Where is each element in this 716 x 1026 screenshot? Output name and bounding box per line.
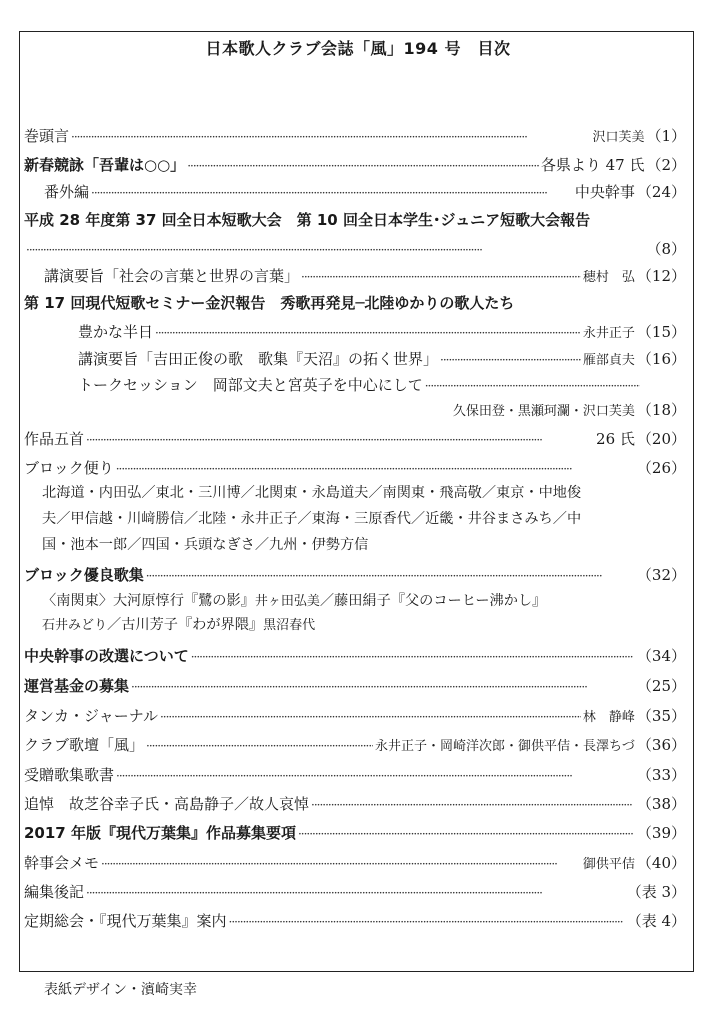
entry-title: 豊かな半日	[78, 323, 154, 341]
yuryo-author: 黒沼春代	[263, 618, 316, 633]
entry-page: （表 3）	[626, 883, 686, 901]
leader-dots	[298, 827, 633, 841]
entry-page: （20）	[636, 430, 686, 448]
toc-entry	[24, 822, 686, 843]
entry-title: トークセッション 岡部文夫と宮英子を中心にして	[78, 376, 423, 394]
leader-dots	[26, 243, 642, 257]
leader-dots	[146, 569, 633, 583]
leader-dots	[311, 798, 633, 812]
leader-dots	[301, 270, 581, 284]
block-list-line: 国・池本一郎／四国・兵頭なぎさ／九州・伊勢方信	[42, 537, 369, 553]
yuryo-text: ／藤田絹子『父のコーヒー沸かし』	[319, 593, 547, 609]
entry-page: （33）	[636, 766, 686, 784]
entry-page: （35）	[636, 707, 686, 725]
leader-dots	[131, 680, 633, 694]
entry-page: （36）	[636, 736, 686, 754]
entry-author: 御供平佶	[582, 857, 635, 872]
entry-page: （8）	[646, 240, 686, 258]
entry-page: （38）	[636, 795, 686, 813]
leader-dots	[160, 710, 581, 724]
toc-entry	[24, 705, 686, 726]
toc-entry	[24, 428, 686, 449]
leader-dots	[71, 130, 590, 144]
block-list-line: 北海道・内田弘／東北・三川博／北関東・永島道夫／南関東・飛高敬／東京・中地俊	[42, 485, 582, 501]
entry-title: タンカ・ジャーナル	[24, 707, 158, 725]
entry-title: 新春競詠「吾輩は○○」	[24, 156, 186, 174]
toc-entry	[24, 675, 686, 696]
leader-dots	[86, 886, 623, 900]
page-title: 日本歌人クラブ会誌「風」194 号 目次	[205, 39, 511, 58]
toc-entry	[24, 125, 686, 146]
entry-page: （表 4）	[626, 912, 686, 930]
entry-page: （12）	[636, 267, 686, 285]
entry-author: 雁部貞夫	[582, 353, 635, 368]
entry-author: 26 氏	[596, 430, 635, 448]
yuryo-line	[42, 588, 694, 615]
toc-entry	[24, 564, 686, 585]
entry-author: 各県より 47 氏	[540, 156, 645, 174]
toc-entry	[78, 348, 686, 369]
entry-title: ブロック優良歌集	[24, 566, 144, 584]
entry-page: （26）	[636, 459, 686, 477]
entry-author: 中央幹事	[574, 183, 635, 201]
entry-page: （15）	[636, 323, 686, 341]
entry-page: （2）	[646, 156, 686, 174]
entry-author: 永井正子	[582, 326, 635, 341]
toc-entry	[24, 734, 686, 755]
entry-title: 追悼 故芝谷幸子氏・高島静子／故人哀悼	[24, 795, 310, 813]
entry-title: 作品五首	[24, 430, 85, 448]
block-list-line: 夫／甲信越・川﨑勝信／北陸・永井正子／東海・三原香代／近畿・井谷まさみち／中	[42, 511, 582, 527]
entry-title: 巻頭言	[24, 127, 70, 145]
toc-entry	[78, 374, 642, 395]
entry-page: （1）	[646, 127, 686, 145]
toc-entry	[24, 645, 686, 666]
entry-page: （24）	[636, 183, 686, 201]
entry-page: （39）	[636, 824, 686, 842]
cover-design-credit: 表紙デザイン・濱崎実幸	[44, 982, 198, 998]
entry-title: 第 17 回現代短歌セミナー金沢報告 秀歌再発見─北陸ゆかりの歌人たち	[24, 294, 515, 312]
entry-page: （32）	[636, 566, 686, 584]
leader-dots	[187, 159, 539, 173]
entry-author: 久保田登・黒瀬珂瀾・沢口芙美	[452, 404, 635, 419]
toc-entry	[24, 852, 686, 873]
leader-dots	[91, 186, 573, 200]
entry-title: 番外編	[44, 183, 90, 201]
entry-author: 穂村 弘	[582, 270, 635, 285]
yuryo-text: ／古川芳子『わが界隈』	[107, 617, 264, 633]
entry-page: （16）	[636, 350, 686, 368]
entry-page: （18）	[636, 401, 686, 419]
leader-dots	[229, 915, 623, 929]
entry-author: 林 静峰	[582, 710, 635, 725]
entry-title: 平成 28 年度第 37 回全日本短歌大会 第 10 回全日本学生･ジュニア短歌大会報告	[24, 211, 591, 229]
yuryo-author: 井ヶ田弘美	[254, 594, 320, 609]
toc-entry	[24, 154, 686, 175]
entry-title: 幹事会メモ	[24, 854, 100, 872]
entry-title: 中央幹事の改選について	[24, 647, 189, 665]
toc-entry	[24, 910, 686, 931]
leader-dots	[101, 857, 581, 871]
leader-dots	[116, 462, 633, 476]
entry-title: 定期総会・『現代万葉集』案内	[24, 912, 227, 930]
entry-page: （40）	[636, 854, 686, 872]
entry-author: 永井正子・岡崎洋次郎・御供平佶・長澤ちづ	[375, 739, 635, 754]
toc-entry	[24, 793, 686, 814]
entry-title: 講演要旨「社会の言葉と世界の言葉」	[44, 267, 300, 285]
toc-entry	[44, 181, 686, 202]
toc-entry	[24, 399, 686, 420]
toc-entry	[44, 265, 686, 286]
toc-entry	[24, 457, 686, 478]
entry-page: （25）	[636, 677, 686, 695]
entry-title: 編集後記	[24, 883, 85, 901]
leader-dots	[86, 433, 594, 447]
leader-dots	[440, 353, 581, 367]
leader-dots	[191, 650, 633, 664]
leader-dots	[425, 379, 640, 393]
entry-title: ブロック便り	[24, 459, 114, 477]
entry-title: 2017 年版『現代万葉集』作品募集要項	[24, 824, 296, 842]
yuryo-text: 石井みどり	[42, 618, 108, 633]
toc-entry	[78, 321, 686, 342]
entry-title: 運営基金の募集	[24, 677, 130, 695]
yuryo-line	[42, 612, 694, 639]
entry-title: 受贈歌集歌書	[24, 766, 115, 784]
entry-title: 講演要旨「吉田正俊の歌 歌集『天沼』の拓く世界」	[78, 350, 439, 368]
toc-entry	[24, 881, 686, 902]
leader-dots	[116, 769, 633, 783]
entry-page: （34）	[636, 647, 686, 665]
toc-entry	[24, 238, 686, 259]
toc-entry	[24, 764, 686, 785]
yuryo-text: 〈南関東〉大河原惇行『鷺の影』	[42, 593, 255, 609]
entry-author: 沢口芙美	[592, 130, 645, 145]
leader-dots	[146, 739, 373, 753]
entry-title: クラブ歌壇「風」	[24, 736, 145, 754]
leader-dots	[155, 326, 581, 340]
